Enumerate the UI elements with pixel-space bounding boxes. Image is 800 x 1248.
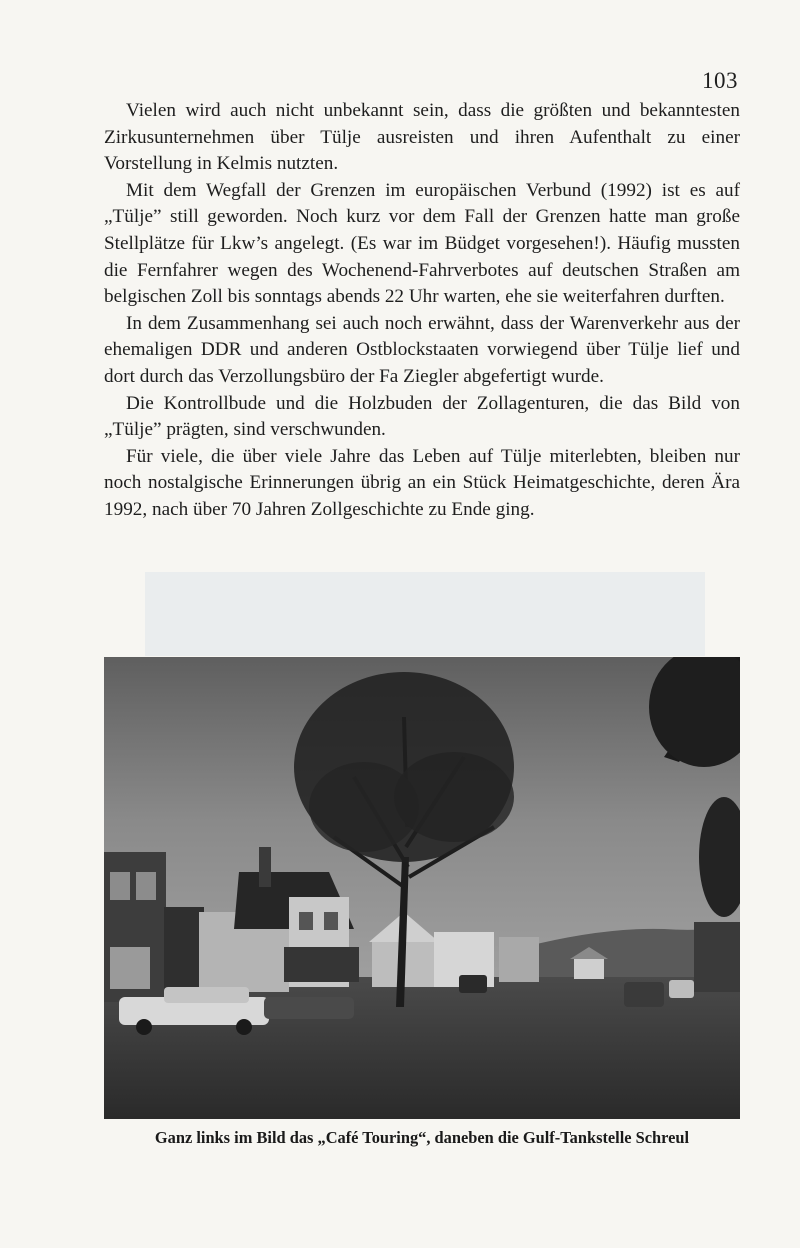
bleed-through-area: [145, 572, 705, 656]
paragraph-4: Die Kontrollbude und die Holzbuden der Zollagenturen, die das Bild von „Tülje” prägten, sind verschwunden.: [104, 392, 740, 441]
page-number: 103: [702, 68, 738, 93]
photo-caption: Ganz links im Bild das „Café Touring“, daneben die Gulf-Tankstelle Schreul: [154, 1128, 690, 1147]
paragraph-5: Für viele, die über viele Jahre das Leben auf Tülje miterlebten, bleiben nur noch nostalgische Erinnerungen übrig an ein Stück Heimatgeschichte, deren Ära 1992, nach über 70 Jahren Zollgeschichte zu Ende ging.: [104, 445, 740, 520]
street-photo-drawing: [104, 657, 740, 1119]
body-text: [104, 98, 740, 524]
paragraph-3: In dem Zusammenhang sei auch noch erwähnt, dass der Warenverkehr aus der ehemaligen DDR und anderen Ostblockstaaten vorwiegend über Tülje lief und dort durch das Verzollungsbüro der Fa Ziegler abgefertigt wurde.: [104, 312, 740, 387]
paragraph-1: Vielen wird auch nicht unbekannt sein, dass die größten und bekanntesten Zirkusunternehmen über Tülje ausreisten und ihren Aufenthalt zu einer Vorstellung in Kelmis nutzten.: [104, 100, 740, 175]
street-photo: [104, 657, 740, 1119]
building-right: [694, 922, 740, 992]
paragraph-2: Mit dem Wegfall der Grenzen im europäischen Verbund (1992) ist es auf „Tülje” still geworden. Noch kurz vor dem Fall der Grenzen hatte man große Stellplätze für Lkw’s angelegt. (Es war im Büdget vorgesehen!). Häufig mussten die Fernfahrer wegen des Wochenend-Fahrverbotes auf deutschen Straßen am belgischen Zoll bis sonntags abends 22 Uhr warten, ehe sie weiterfahren durften.: [104, 179, 740, 308]
